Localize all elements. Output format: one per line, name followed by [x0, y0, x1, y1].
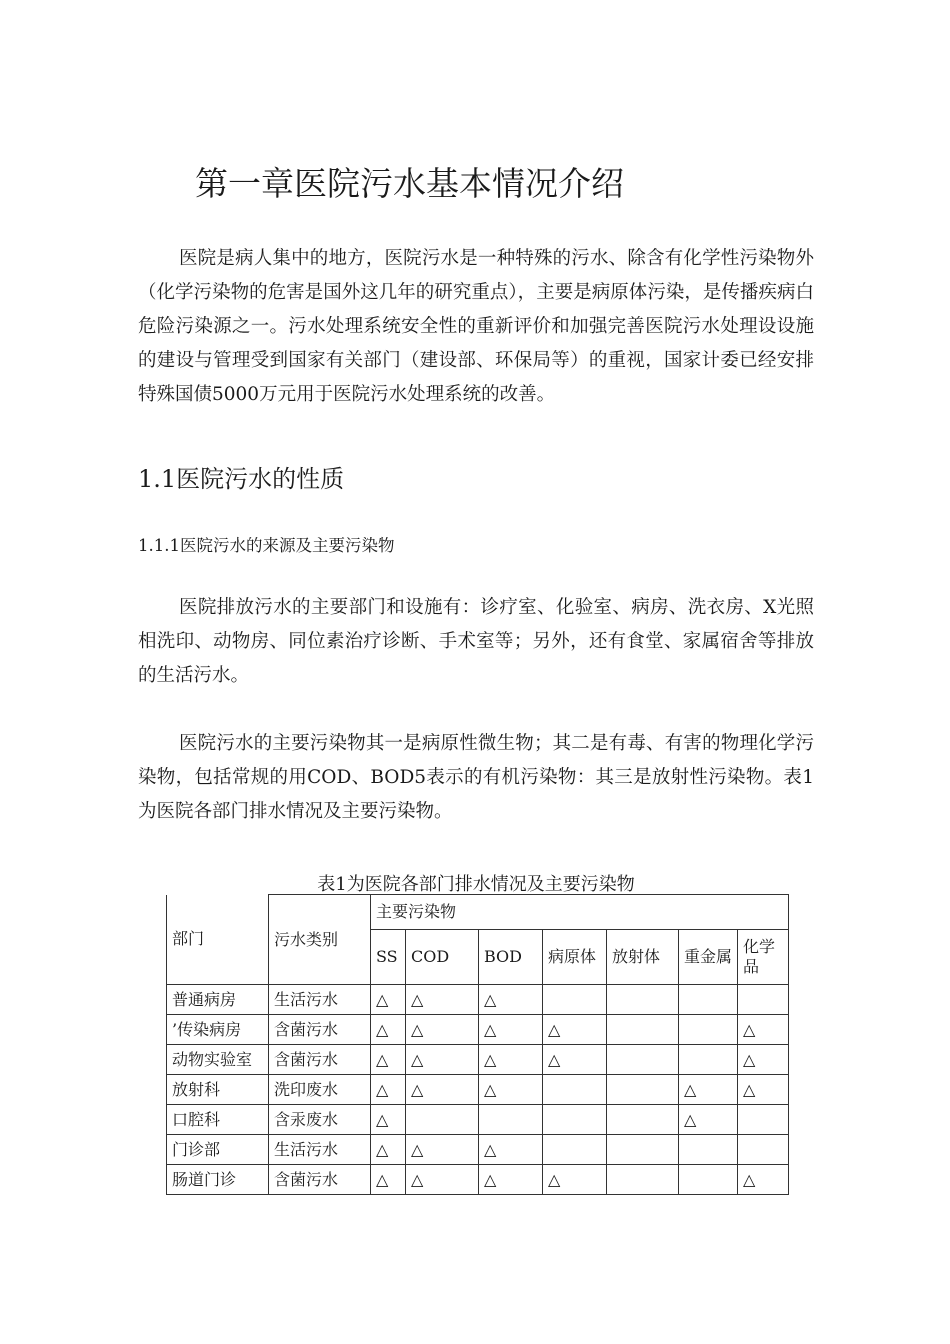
- cell-pollutant-mark: △: [406, 1075, 479, 1105]
- cell-pollutant-mark: △: [479, 1015, 543, 1045]
- cell-pollutant-mark: [607, 1105, 679, 1135]
- cell-pollutant-mark: [679, 985, 738, 1015]
- cell-pollutant-mark: [607, 985, 679, 1015]
- cell-pollutant-mark: △: [479, 1135, 543, 1165]
- cell-pollutant-mark: [679, 1135, 738, 1165]
- cell-wastewater-type: 洗印废水: [269, 1075, 371, 1105]
- chapter-title: 第一章医院污水基本情况介绍: [195, 164, 624, 203]
- cell-pollutant-mark: △: [479, 1045, 543, 1075]
- table-row: [167, 1015, 789, 1045]
- cell-department: 普通病房: [167, 985, 269, 1015]
- cell-pollutant-mark: [543, 1135, 607, 1165]
- cell-wastewater-type: 含菌污水: [269, 1165, 371, 1195]
- cell-department: ’传染病房: [167, 1015, 269, 1045]
- table-row: [167, 1075, 789, 1105]
- cell-pollutant-mark: △: [679, 1075, 738, 1105]
- cell-pollutant-mark: △: [406, 1015, 479, 1045]
- table-row: [167, 1045, 789, 1075]
- cell-wastewater-type: 含菌污水: [269, 1015, 371, 1045]
- cell-pollutant-mark: [543, 1105, 607, 1135]
- header-department: 部门: [167, 895, 269, 985]
- cell-pollutant-mark: [607, 1135, 679, 1165]
- cell-department: 肠道门诊: [167, 1165, 269, 1195]
- cell-pollutant-mark: △: [543, 1045, 607, 1075]
- cell-pollutant-mark: △: [371, 1105, 406, 1135]
- cell-pollutant-mark: [738, 1135, 789, 1165]
- cell-pollutant-mark: [543, 1075, 607, 1105]
- cell-pollutant-mark: △: [371, 1075, 406, 1105]
- cell-pollutant-mark: [607, 1015, 679, 1045]
- header-col-ss: SS: [371, 930, 406, 985]
- cell-wastewater-type: 生活污水: [269, 1135, 371, 1165]
- cell-pollutant-mark: △: [479, 1075, 543, 1105]
- header-col-bod: BOD: [479, 930, 543, 985]
- cell-department: 动物实验室: [167, 1045, 269, 1075]
- cell-pollutant-mark: △: [406, 1135, 479, 1165]
- cell-department: 放射科: [167, 1075, 269, 1105]
- intro-paragraph: 医院是病人集中的地方，医院污水是一种特殊的污水、除含有化学性污染物外（化学污染物的危害是国外这几年的研究重点），主要是病原体污染，是传播疾病白危险污染源之一。污水处理系统安全性的重新评价和加强完善医院污水处理设设施的建设与管理受到国家有关部门（建设部、环保局等）的重视，国家计委已经安排特殊国债5000万元用于医院污水处理系统的改善。: [138, 248, 814, 405]
- cell-pollutant-mark: [738, 985, 789, 1015]
- cell-pollutant-mark: △: [738, 1075, 789, 1105]
- header-wastewater-type: 污水类别: [269, 895, 371, 985]
- cell-pollutant-mark: △: [543, 1015, 607, 1045]
- cell-wastewater-type: 生活污水: [269, 985, 371, 1015]
- header-col-radioactive: 放射体: [607, 930, 679, 985]
- cell-pollutant-mark: [679, 1165, 738, 1195]
- subsection-heading: 1.1.1医院污水的来源及主要污染物: [138, 536, 395, 555]
- cell-pollutant-mark: [738, 1105, 789, 1135]
- cell-pollutant-mark: [607, 1045, 679, 1075]
- section-heading: 1.1医院污水的性质: [138, 465, 345, 493]
- cell-pollutant-mark: △: [738, 1015, 789, 1045]
- cell-wastewater-type: 含菌污水: [269, 1045, 371, 1075]
- table-row: [167, 1165, 789, 1195]
- cell-pollutant-mark: [607, 1165, 679, 1195]
- cell-pollutant-mark: △: [479, 985, 543, 1015]
- cell-pollutant-mark: △: [406, 1165, 479, 1195]
- cell-department: 口腔科: [167, 1105, 269, 1135]
- cell-pollutant-mark: [543, 985, 607, 1015]
- cell-pollutant-mark: △: [371, 1135, 406, 1165]
- cell-pollutant-mark: △: [679, 1105, 738, 1135]
- cell-pollutant-mark: △: [371, 1165, 406, 1195]
- cell-pollutant-mark: △: [371, 1015, 406, 1045]
- cell-pollutant-mark: △: [738, 1165, 789, 1195]
- table-row: [167, 1135, 789, 1165]
- cell-pollutant-mark: △: [543, 1165, 607, 1195]
- table-row: [167, 1105, 789, 1135]
- header-col-pathogen: 病原体: [543, 930, 607, 985]
- table-caption: 表1为医院各部门排水情况及主要污染物: [317, 874, 635, 895]
- cell-pollutant-mark: △: [371, 1045, 406, 1075]
- cell-pollutant-mark: [607, 1075, 679, 1105]
- header-main-pollutants: 主要污染物: [371, 895, 789, 930]
- cell-pollutant-mark: △: [738, 1045, 789, 1075]
- pollutants-paragraph: 医院污水的主要污染物其一是病原性微生物；其二是有毒、有害的物理化学污染物，包括常规的用COD、BOD5表示的有机污染物：其三是放射性污染物。表1为医院各部门排水情况及主要污染物。: [138, 733, 814, 822]
- sources-paragraph: 医院排放污水的主要部门和设施有：诊疗室、化验室、病房、洗衣房、X光照相洗印、动物房、同位素治疗诊断、手术室等；另外，还有食堂、家属宿舍等排放的生活污水。: [138, 597, 814, 686]
- cell-pollutant-mark: [406, 1105, 479, 1135]
- cell-pollutant-mark: [679, 1045, 738, 1075]
- cell-pollutant-mark: [479, 1105, 543, 1135]
- cell-pollutant-mark: [679, 1015, 738, 1045]
- table-row: [167, 985, 789, 1015]
- header-col-heavy-metal: 重金属: [679, 930, 738, 985]
- cell-pollutant-mark: △: [406, 1045, 479, 1075]
- cell-pollutant-mark: △: [479, 1165, 543, 1195]
- cell-pollutant-mark: △: [406, 985, 479, 1015]
- cell-wastewater-type: 含汞废水: [269, 1105, 371, 1135]
- header-col-cod: COD: [406, 930, 479, 985]
- cell-department: 门诊部: [167, 1135, 269, 1165]
- cell-pollutant-mark: △: [371, 985, 406, 1015]
- header-col-chemical: 化学品: [738, 930, 789, 985]
- pollutant-table: [166, 894, 789, 1195]
